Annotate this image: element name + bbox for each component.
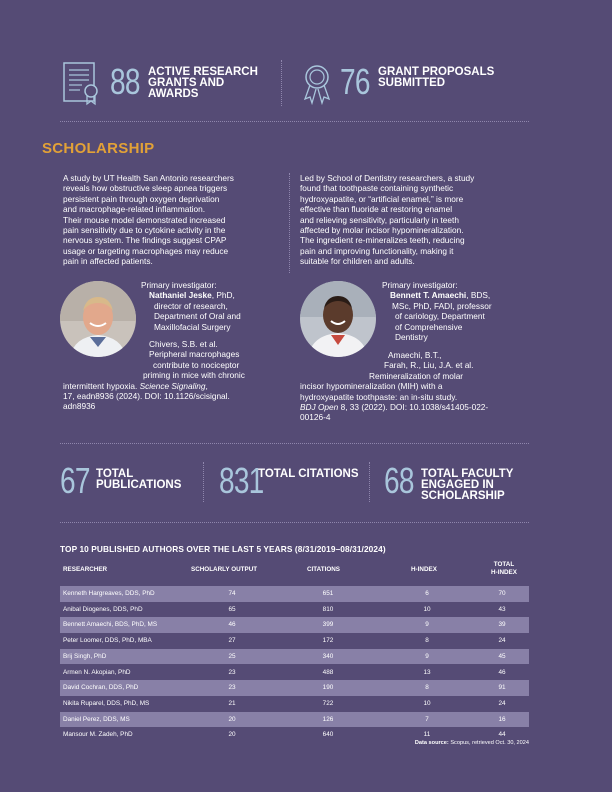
cell-citations: 651 bbox=[322, 590, 334, 597]
data-source: Data source: Scopus, retrieved Oct. 30, 2024 bbox=[414, 740, 529, 746]
journal-name: Science Signaling bbox=[139, 380, 206, 391]
cell-output: 74 bbox=[228, 590, 236, 597]
table-row bbox=[60, 586, 529, 602]
cell-citations: 340 bbox=[322, 652, 334, 660]
cell-researcher: Brij Singh, PhD bbox=[63, 652, 107, 660]
award-ribbon-icon bbox=[302, 63, 332, 105]
column-divider bbox=[289, 173, 290, 273]
cell-output: 23 bbox=[228, 668, 236, 676]
table-row bbox=[60, 696, 529, 712]
cell-total-h-index: 24 bbox=[498, 637, 506, 645]
section-divider-3 bbox=[60, 522, 529, 523]
cell-total-h-index: 70 bbox=[498, 590, 506, 597]
investigator-photo-amaechi bbox=[300, 281, 376, 357]
stat-label-faculty: TOTAL FACULTY ENGAGED IN SCHOLARSHIP bbox=[421, 468, 514, 502]
table-row bbox=[60, 665, 529, 681]
table-row bbox=[60, 633, 529, 649]
journal-name-bdj: BDJ Open bbox=[300, 402, 339, 413]
cell-total-h-index: 45 bbox=[498, 652, 506, 660]
cell-citations: 722 bbox=[322, 699, 334, 707]
study-left-investigator: Primary investigator: Nathaniel Jeske, PhD, director of research, Department of Oral and Maxillofacial Surgery bbox=[141, 280, 241, 332]
cell-researcher: Mansour M. Zadeh, PhD bbox=[63, 731, 133, 739]
pi-name-jeske: Nathaniel Jeske bbox=[149, 290, 212, 301]
study-left-text: A study by UT Health San Antonio researchers reveals how obstructive sleep apnea triggers persistent pain through oxygen deprivation and macrophage-related inflammation. Their mouse model demonstrated increased pain sensitivity due to cytokine activity in the nervous system. The findings suggest CPAP usage or targeting macrophages may reduce pain in affected patients. bbox=[63, 173, 234, 267]
cell-researcher: David Cochran, DDS, PhD bbox=[63, 684, 139, 692]
cell-h-index: 10 bbox=[423, 605, 431, 613]
cell-h-index: 8 bbox=[425, 637, 429, 645]
cell-output: 20 bbox=[228, 715, 236, 723]
certificate-icon bbox=[62, 61, 102, 106]
cell-total-h-index: 16 bbox=[498, 715, 506, 723]
cell-researcher: Anibal Diogenes, DDS, PhD bbox=[63, 605, 143, 613]
cell-h-index: 6 bbox=[425, 590, 429, 597]
cell-h-index: 10 bbox=[423, 699, 431, 707]
cell-h-index: 13 bbox=[423, 668, 431, 676]
cell-h-index: 11 bbox=[423, 731, 431, 739]
cell-total-h-index: 91 bbox=[498, 684, 506, 692]
section-divider bbox=[60, 121, 529, 122]
cell-total-h-index: 43 bbox=[498, 605, 506, 613]
cell-researcher: Kenneth Hargreaves, DDS, PhD bbox=[63, 590, 155, 597]
cell-output: 65 bbox=[228, 605, 236, 613]
cell-citations: 488 bbox=[322, 668, 334, 676]
cell-h-index: 7 bbox=[425, 715, 429, 723]
pi-name-amaechi: Bennett T. Amaechi bbox=[390, 290, 467, 301]
header-researcher: RESEARCHER bbox=[63, 566, 108, 573]
section-title: SCHOLARSHIP bbox=[42, 140, 155, 157]
cell-h-index: 8 bbox=[425, 684, 429, 692]
cell-output: 25 bbox=[228, 652, 236, 660]
header-output: SCHOLARLY OUTPUT bbox=[191, 566, 258, 573]
cell-output: 21 bbox=[228, 699, 236, 707]
stat-divider-2 bbox=[203, 462, 204, 502]
cell-researcher: Bennett Amaechi, BDS, PhD, MS bbox=[63, 621, 158, 629]
cell-h-index: 9 bbox=[425, 621, 429, 629]
table-title: TOP 10 PUBLISHED AUTHORS OVER THE LAST 5 YEARS (8/31/2019–08/31/2024) bbox=[60, 544, 386, 554]
stat-number-faculty: 68 bbox=[384, 460, 414, 501]
cell-total-h-index: 24 bbox=[498, 699, 506, 707]
table-row bbox=[60, 649, 529, 665]
cell-output: 23 bbox=[228, 684, 236, 692]
study-left-citation: Chivers, S.B. et al. Peripheral macrophages contribute to nociceptor priming in mice with chronic intermittent hypoxia. Science Signaling, 17, eadn8936 (2024). DOI: 10.1126/scisignal. adn8936 bbox=[63, 339, 245, 412]
study-right-text: Led by School of Dentistry researchers, a study found that toothpaste containing synthetic hydroxyapatite, or “artificial enamel,” is more effective than fluoride at restoring enamel and relieving sensitivity, particularly in teeth affected by molar incisor hypomineralization. The ingredient re-mineralizes teeth, reducing pain and improving functionality, making it suitable for children and adults. bbox=[300, 173, 475, 267]
cell-citations: 190 bbox=[322, 684, 334, 692]
stat-divider bbox=[281, 60, 282, 106]
cell-researcher: Peter Loomer, DDS, PhD, MBA bbox=[63, 637, 152, 645]
cell-citations: 640 bbox=[322, 731, 334, 739]
study-right-citation: Amaechi, B.T., Farah, R., Liu, J.A. et al. Remineralization of molar incisor hypomineralization (MIH) with a hydroxyapatite toothpaste: an in-situ study. BDJ Open 8, 33 (2022). DOI: 10.1038/s41405-022- 00126-4 bbox=[300, 350, 489, 423]
cell-total-h-index: 46 bbox=[498, 668, 506, 676]
cell-researcher: Daniel Perez, DDS, MS bbox=[63, 715, 130, 723]
cell-output: 20 bbox=[228, 731, 236, 739]
cell-researcher: Armen N. Akopian, PhD bbox=[63, 668, 131, 676]
table-row bbox=[60, 680, 529, 696]
cell-output: 27 bbox=[228, 637, 236, 645]
stat-number-grants: 88 bbox=[110, 61, 140, 102]
cell-total-h-index: 44 bbox=[498, 731, 506, 739]
cell-citations: 126 bbox=[322, 715, 334, 723]
cell-citations: 399 bbox=[322, 621, 334, 629]
cell-citations: 172 bbox=[322, 637, 334, 645]
header-h-index: H-INDEX bbox=[411, 566, 437, 573]
header-citations: CITATIONS bbox=[307, 566, 340, 573]
stat-number-publications: 67 bbox=[60, 460, 90, 501]
table-row bbox=[60, 712, 529, 728]
stat-label-citations: TOTAL CITATIONS bbox=[258, 468, 359, 480]
table-row bbox=[60, 617, 529, 633]
cell-citations: 810 bbox=[322, 605, 334, 613]
cell-output: 46 bbox=[228, 621, 236, 629]
table-row bbox=[60, 602, 529, 618]
stat-label-publications: TOTAL PUBLICATIONS bbox=[96, 468, 182, 491]
stat-number-proposals: 76 bbox=[340, 61, 370, 102]
stat-label-proposals: GRANT PROPOSALS SUBMITTED bbox=[378, 66, 495, 89]
header-total-h-index: TOTAL H-INDEX bbox=[491, 561, 517, 576]
stat-label-grants: ACTIVE RESEARCH GRANTS AND AWARDS bbox=[148, 66, 258, 100]
stat-divider-3 bbox=[369, 462, 370, 502]
cell-h-index: 9 bbox=[425, 652, 429, 660]
cell-total-h-index: 39 bbox=[498, 621, 506, 629]
stat-number-citations: 831 bbox=[219, 460, 264, 501]
study-right-investigator: Primary investigator: Bennett T. Amaechi, BDS, MSc, PhD, FADI, professor of cariology, Department of Comprehensive Dentistry bbox=[382, 280, 492, 343]
cell-researcher: Nikita Ruparel, DDS, PhD, MS bbox=[63, 699, 150, 707]
section-divider-2 bbox=[60, 443, 529, 444]
